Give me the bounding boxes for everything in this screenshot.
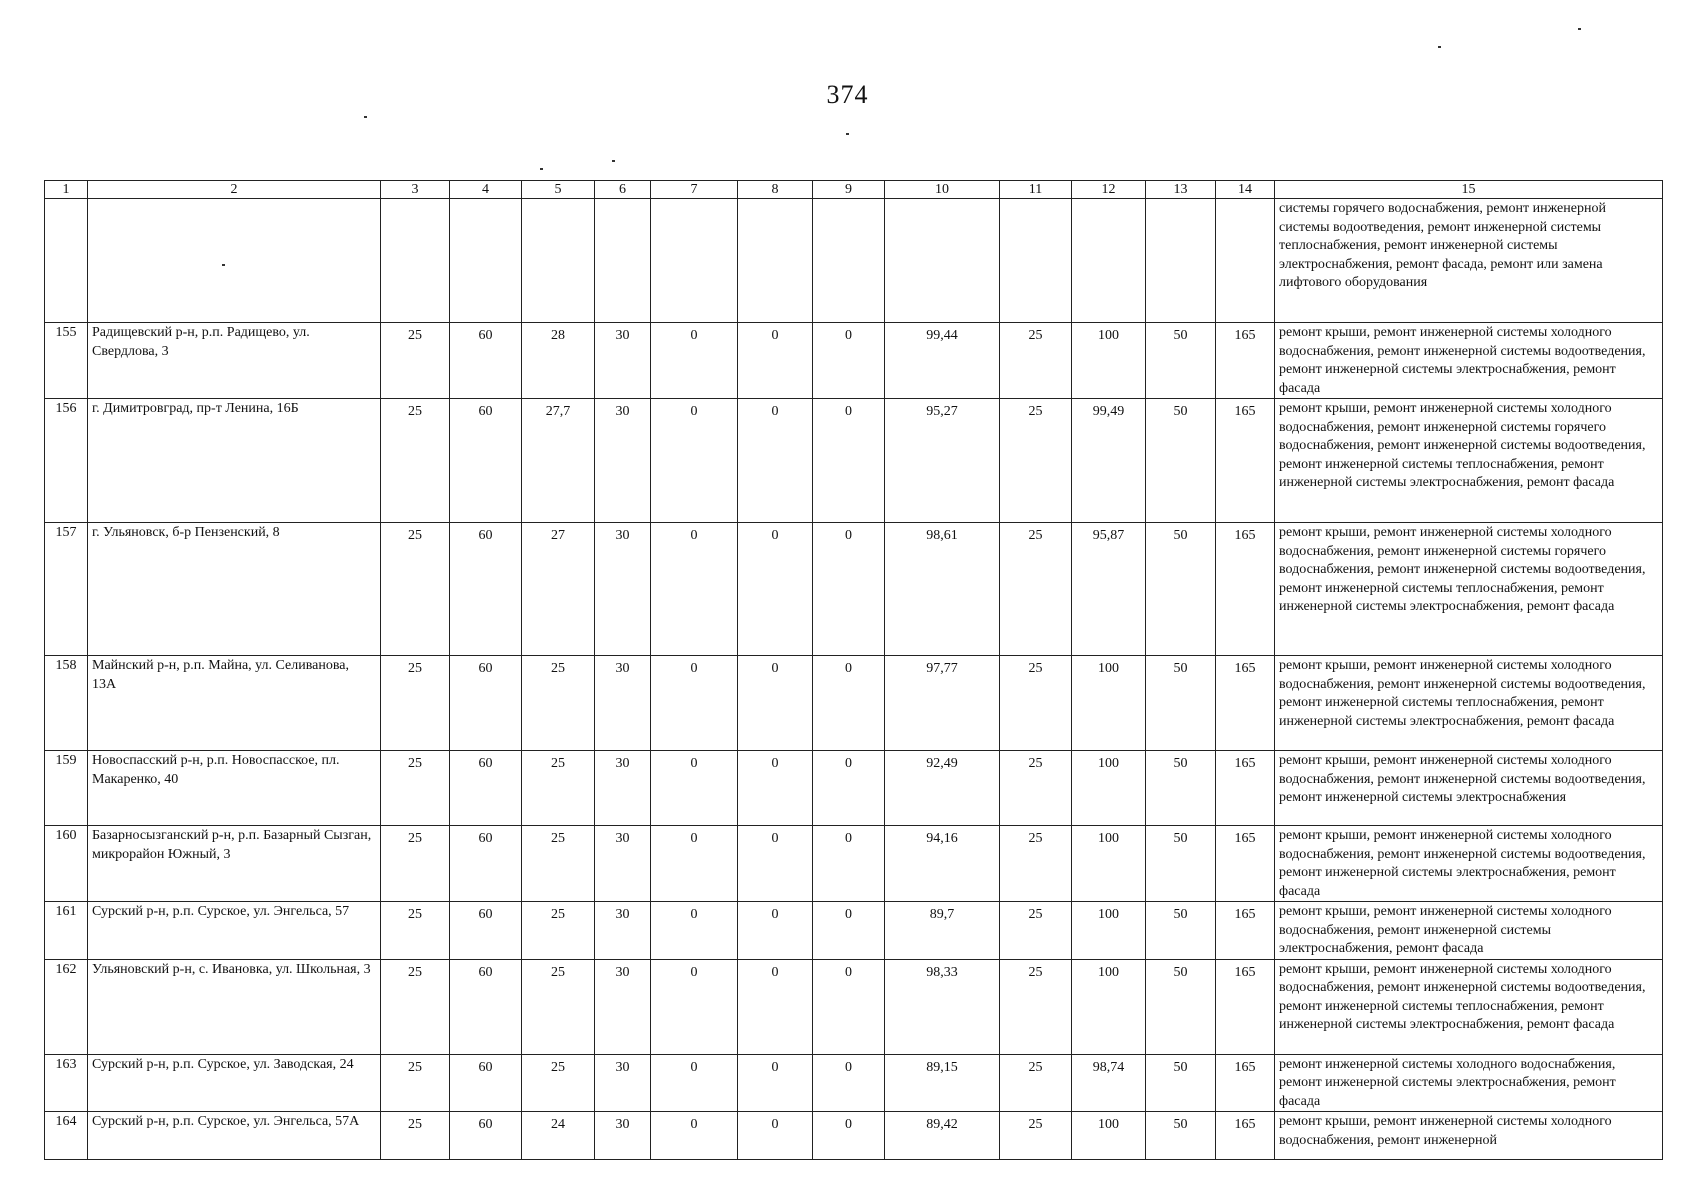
value-cell-c8: 0 (738, 656, 813, 751)
value-cell-c5: 25 (522, 902, 595, 960)
value-cell-c7: 0 (651, 959, 738, 1054)
value-cell-c7: 0 (651, 751, 738, 826)
column-number-11: 11 (1000, 181, 1072, 199)
row-number: 160 (45, 826, 88, 902)
works-cell: ремонт крыши, ремонт инженерной системы холодного водоснабжения, ремонт инженерной системы горячего водоснабжения, ремонт инженерной системы водоотведения, ремонт инженерной системы теплоснабжения, ремонт инженерной системы электроснабжения, ремонт фасада (1275, 523, 1663, 656)
column-number-6: 6 (595, 181, 651, 199)
value-cell-c11: 25 (1000, 399, 1072, 523)
column-number-14: 14 (1216, 181, 1275, 199)
value-cell-c5: 25 (522, 959, 595, 1054)
value-cell-c11: 25 (1000, 826, 1072, 902)
scan-speck (846, 133, 849, 135)
address-cell: г. Ульяновск, б-р Пензенский, 8 (88, 523, 381, 656)
value-cell-c13: 50 (1146, 523, 1216, 656)
column-number-12: 12 (1072, 181, 1146, 199)
table-row (45, 959, 1663, 1054)
value-cell-c7: 0 (651, 523, 738, 656)
value-cell-c8: 0 (738, 1112, 813, 1160)
value-cell-c5: 25 (522, 1054, 595, 1112)
value-cell-c3: 25 (381, 323, 450, 399)
address-cell: Майнский р-н, р.п. Майна, ул. Селиванова, 13А (88, 656, 381, 751)
value-cell-c10: 95,27 (885, 399, 1000, 523)
value-cell-c14: 165 (1216, 656, 1275, 751)
value-cell-c14: 165 (1216, 323, 1275, 399)
value-cell-c8: 0 (738, 1054, 813, 1112)
row-number: 156 (45, 399, 88, 523)
value-cell-c8: 0 (738, 902, 813, 960)
cell-empty (885, 199, 1000, 323)
value-cell-c12: 100 (1072, 902, 1146, 960)
address-cell: Сурский р-н, р.п. Сурское, ул. Энгельса, 57А (88, 1112, 381, 1160)
value-cell-c7: 0 (651, 323, 738, 399)
value-cell-c8: 0 (738, 523, 813, 656)
value-cell-c4: 60 (450, 826, 522, 902)
value-cell-c3: 25 (381, 959, 450, 1054)
value-cell-c11: 25 (1000, 523, 1072, 656)
value-cell-c11: 25 (1000, 323, 1072, 399)
value-cell-c3: 25 (381, 523, 450, 656)
scan-speck (1578, 28, 1581, 30)
value-cell-c9: 0 (813, 1054, 885, 1112)
works-cell: ремонт крыши, ремонт инженерной системы холодного водоснабжения, ремонт инженерной системы горячего водоснабжения, ремонт инженерной системы водоотведения, ремонт инженерной системы теплоснабжения, ремонт инженерной системы электроснабжения, ремонт фасада (1275, 399, 1663, 523)
cell-empty (1000, 199, 1072, 323)
value-cell-c13: 50 (1146, 959, 1216, 1054)
row-number: 155 (45, 323, 88, 399)
value-cell-c12: 100 (1072, 751, 1146, 826)
value-cell-c14: 165 (1216, 826, 1275, 902)
value-cell-c11: 25 (1000, 902, 1072, 960)
value-cell-c13: 50 (1146, 323, 1216, 399)
cell-empty (1216, 199, 1275, 323)
value-cell-c12: 100 (1072, 323, 1146, 399)
value-cell-c11: 25 (1000, 1054, 1072, 1112)
value-cell-c4: 60 (450, 399, 522, 523)
value-cell-c4: 60 (450, 1054, 522, 1112)
row-number: 163 (45, 1054, 88, 1112)
value-cell-c5: 25 (522, 656, 595, 751)
value-cell-c9: 0 (813, 523, 885, 656)
cell-empty (45, 199, 88, 323)
works-cell: ремонт крыши, ремонт инженерной системы холодного водоснабжения, ремонт инженерной системы водоотведения, ремонт инженерной системы электроснабжения (1275, 751, 1663, 826)
value-cell-c4: 60 (450, 523, 522, 656)
scan-speck (222, 264, 225, 266)
cell-empty (738, 199, 813, 323)
value-cell-c3: 25 (381, 1054, 450, 1112)
value-cell-c6: 30 (595, 959, 651, 1054)
value-cell-c10: 98,33 (885, 959, 1000, 1054)
value-cell-c8: 0 (738, 959, 813, 1054)
value-cell-c8: 0 (738, 323, 813, 399)
value-cell-c6: 30 (595, 1054, 651, 1112)
scan-speck (540, 168, 543, 170)
value-cell-c10: 99,44 (885, 323, 1000, 399)
value-cell-c9: 0 (813, 902, 885, 960)
value-cell-c10: 97,77 (885, 656, 1000, 751)
value-cell-c12: 100 (1072, 656, 1146, 751)
column-number-2: 2 (88, 181, 381, 199)
row-number: 159 (45, 751, 88, 826)
row-number: 164 (45, 1112, 88, 1160)
value-cell-c13: 50 (1146, 751, 1216, 826)
value-cell-c9: 0 (813, 399, 885, 523)
value-cell-c7: 0 (651, 826, 738, 902)
value-cell-c5: 25 (522, 826, 595, 902)
value-cell-c6: 30 (595, 523, 651, 656)
table-row (45, 399, 1663, 523)
cell-empty (88, 199, 381, 323)
value-cell-c4: 60 (450, 959, 522, 1054)
value-cell-c13: 50 (1146, 1054, 1216, 1112)
value-cell-c5: 24 (522, 1112, 595, 1160)
value-cell-c12: 95,87 (1072, 523, 1146, 656)
column-number-7: 7 (651, 181, 738, 199)
value-cell-c9: 0 (813, 751, 885, 826)
scan-speck (1438, 46, 1441, 48)
value-cell-c6: 30 (595, 751, 651, 826)
value-cell-c7: 0 (651, 902, 738, 960)
cell-empty (522, 199, 595, 323)
value-cell-c3: 25 (381, 902, 450, 960)
value-cell-c5: 27,7 (522, 399, 595, 523)
table-row (45, 751, 1663, 826)
value-cell-c12: 99,49 (1072, 399, 1146, 523)
value-cell-c14: 165 (1216, 399, 1275, 523)
address-cell: Базарносызганский р-н, р.п. Базарный Сызган, микрорайон Южный, 3 (88, 826, 381, 902)
works-cell: ремонт крыши, ремонт инженерной системы холодного водоснабжения, ремонт инженерной системы водоотведения, ремонт инженерной системы теплоснабжения, ремонт инженерной системы электроснабжения, ремонт фасада (1275, 656, 1663, 751)
value-cell-c5: 27 (522, 523, 595, 656)
value-cell-c14: 165 (1216, 1054, 1275, 1112)
continuation-works: системы горячего водоснабжения, ремонт инженерной системы водоотведения, ремонт инженерной системы теплоснабжения, ремонт инженерной системы электроснабжения, ремонт фасада, ремонт или замена лифтового оборудования (1275, 199, 1663, 323)
value-cell-c3: 25 (381, 656, 450, 751)
continuation-row (45, 199, 1663, 323)
value-cell-c4: 60 (450, 1112, 522, 1160)
value-cell-c6: 30 (595, 826, 651, 902)
address-cell: Радищевский р-н, р.п. Радищево, ул. Свердлова, 3 (88, 323, 381, 399)
row-number: 158 (45, 656, 88, 751)
value-cell-c5: 28 (522, 323, 595, 399)
cell-empty (450, 199, 522, 323)
value-cell-c12: 100 (1072, 959, 1146, 1054)
value-cell-c7: 0 (651, 399, 738, 523)
value-cell-c6: 30 (595, 399, 651, 523)
value-cell-c14: 165 (1216, 523, 1275, 656)
value-cell-c9: 0 (813, 323, 885, 399)
value-cell-c9: 0 (813, 826, 885, 902)
value-cell-c7: 0 (651, 1054, 738, 1112)
value-cell-c7: 0 (651, 656, 738, 751)
table-row (45, 1054, 1663, 1112)
value-cell-c6: 30 (595, 323, 651, 399)
cell-empty (595, 199, 651, 323)
row-number: 157 (45, 523, 88, 656)
cell-empty (1146, 199, 1216, 323)
value-cell-c9: 0 (813, 1112, 885, 1160)
value-cell-c6: 30 (595, 902, 651, 960)
value-cell-c8: 0 (738, 399, 813, 523)
value-cell-c12: 100 (1072, 1112, 1146, 1160)
column-number-1: 1 (45, 181, 88, 199)
column-number-3: 3 (381, 181, 450, 199)
value-cell-c10: 89,7 (885, 902, 1000, 960)
cell-empty (1072, 199, 1146, 323)
row-number: 161 (45, 902, 88, 960)
cell-empty (381, 199, 450, 323)
address-cell: Сурский р-н, р.п. Сурское, ул. Энгельса, 57 (88, 902, 381, 960)
value-cell-c3: 25 (381, 751, 450, 826)
column-number-5: 5 (522, 181, 595, 199)
table-row (45, 902, 1663, 960)
address-cell: Сурский р-н, р.п. Сурское, ул. Заводская, 24 (88, 1054, 381, 1112)
value-cell-c10: 92,49 (885, 751, 1000, 826)
value-cell-c4: 60 (450, 751, 522, 826)
value-cell-c11: 25 (1000, 959, 1072, 1054)
value-cell-c13: 50 (1146, 656, 1216, 751)
value-cell-c12: 100 (1072, 826, 1146, 902)
scan-speck (612, 160, 615, 162)
value-cell-c3: 25 (381, 1112, 450, 1160)
value-cell-c14: 165 (1216, 959, 1275, 1054)
value-cell-c10: 89,15 (885, 1054, 1000, 1112)
value-cell-c10: 89,42 (885, 1112, 1000, 1160)
value-cell-c14: 165 (1216, 751, 1275, 826)
value-cell-c14: 165 (1216, 902, 1275, 960)
works-cell: ремонт крыши, ремонт инженерной системы холодного водоснабжения, ремонт инженерной системы водоотведения, ремонт инженерной системы электроснабжения, ремонт фасада (1275, 323, 1663, 399)
address-cell: Новоспасский р-н, р.п. Новоспасское, пл. Макаренко, 40 (88, 751, 381, 826)
value-cell-c13: 50 (1146, 902, 1216, 960)
address-cell: Ульяновский р-н, с. Ивановка, ул. Школьная, 3 (88, 959, 381, 1054)
address-cell: г. Димитровград, пр-т Ленина, 16Б (88, 399, 381, 523)
value-cell-c9: 0 (813, 656, 885, 751)
value-cell-c9: 0 (813, 959, 885, 1054)
value-cell-c12: 98,74 (1072, 1054, 1146, 1112)
cell-empty (813, 199, 885, 323)
value-cell-c4: 60 (450, 656, 522, 751)
value-cell-c10: 94,16 (885, 826, 1000, 902)
value-cell-c13: 50 (1146, 1112, 1216, 1160)
value-cell-c3: 25 (381, 826, 450, 902)
column-number-15: 15 (1275, 181, 1663, 199)
row-number: 162 (45, 959, 88, 1054)
value-cell-c11: 25 (1000, 751, 1072, 826)
value-cell-c8: 0 (738, 751, 813, 826)
value-cell-c3: 25 (381, 399, 450, 523)
column-number-10: 10 (885, 181, 1000, 199)
value-cell-c14: 165 (1216, 1112, 1275, 1160)
value-cell-c6: 30 (595, 1112, 651, 1160)
value-cell-c10: 98,61 (885, 523, 1000, 656)
table-row (45, 523, 1663, 656)
works-cell: ремонт крыши, ремонт инженерной системы холодного водоснабжения, ремонт инженерной системы водоотведения, ремонт инженерной системы электроснабжения, ремонт фасада (1275, 826, 1663, 902)
column-number-4: 4 (450, 181, 522, 199)
column-number-9: 9 (813, 181, 885, 199)
table-row (45, 323, 1663, 399)
value-cell-c13: 50 (1146, 826, 1216, 902)
table-row (45, 656, 1663, 751)
value-cell-c11: 25 (1000, 1112, 1072, 1160)
table-row (45, 1112, 1663, 1160)
table-row (45, 826, 1663, 902)
value-cell-c6: 30 (595, 656, 651, 751)
column-number-13: 13 (1146, 181, 1216, 199)
capital-repair-table (44, 180, 1663, 1160)
value-cell-c11: 25 (1000, 656, 1072, 751)
column-number-row (45, 181, 1663, 199)
works-cell: ремонт крыши, ремонт инженерной системы холодного водоснабжения, ремонт инженерной системы электроснабжения, ремонт фасада (1275, 902, 1663, 960)
value-cell-c5: 25 (522, 751, 595, 826)
value-cell-c8: 0 (738, 826, 813, 902)
works-cell: ремонт крыши, ремонт инженерной системы холодного водоснабжения, ремонт инженерной системы водоотведения, ремонт инженерной системы теплоснабжения, ремонт инженерной системы электроснабжения, ремонт фасада (1275, 959, 1663, 1054)
value-cell-c13: 50 (1146, 399, 1216, 523)
page-number: 374 (826, 80, 869, 109)
works-cell: ремонт крыши, ремонт инженерной системы холодного водоснабжения, ремонт инженерной (1275, 1112, 1663, 1160)
works-cell: ремонт инженерной системы холодного водоснабжения, ремонт инженерной системы электроснабжения, ремонт фасада (1275, 1054, 1663, 1112)
cell-empty (651, 199, 738, 323)
scan-speck (364, 116, 367, 118)
table-body (45, 199, 1663, 1160)
value-cell-c4: 60 (450, 323, 522, 399)
value-cell-c4: 60 (450, 902, 522, 960)
column-number-8: 8 (738, 181, 813, 199)
value-cell-c7: 0 (651, 1112, 738, 1160)
